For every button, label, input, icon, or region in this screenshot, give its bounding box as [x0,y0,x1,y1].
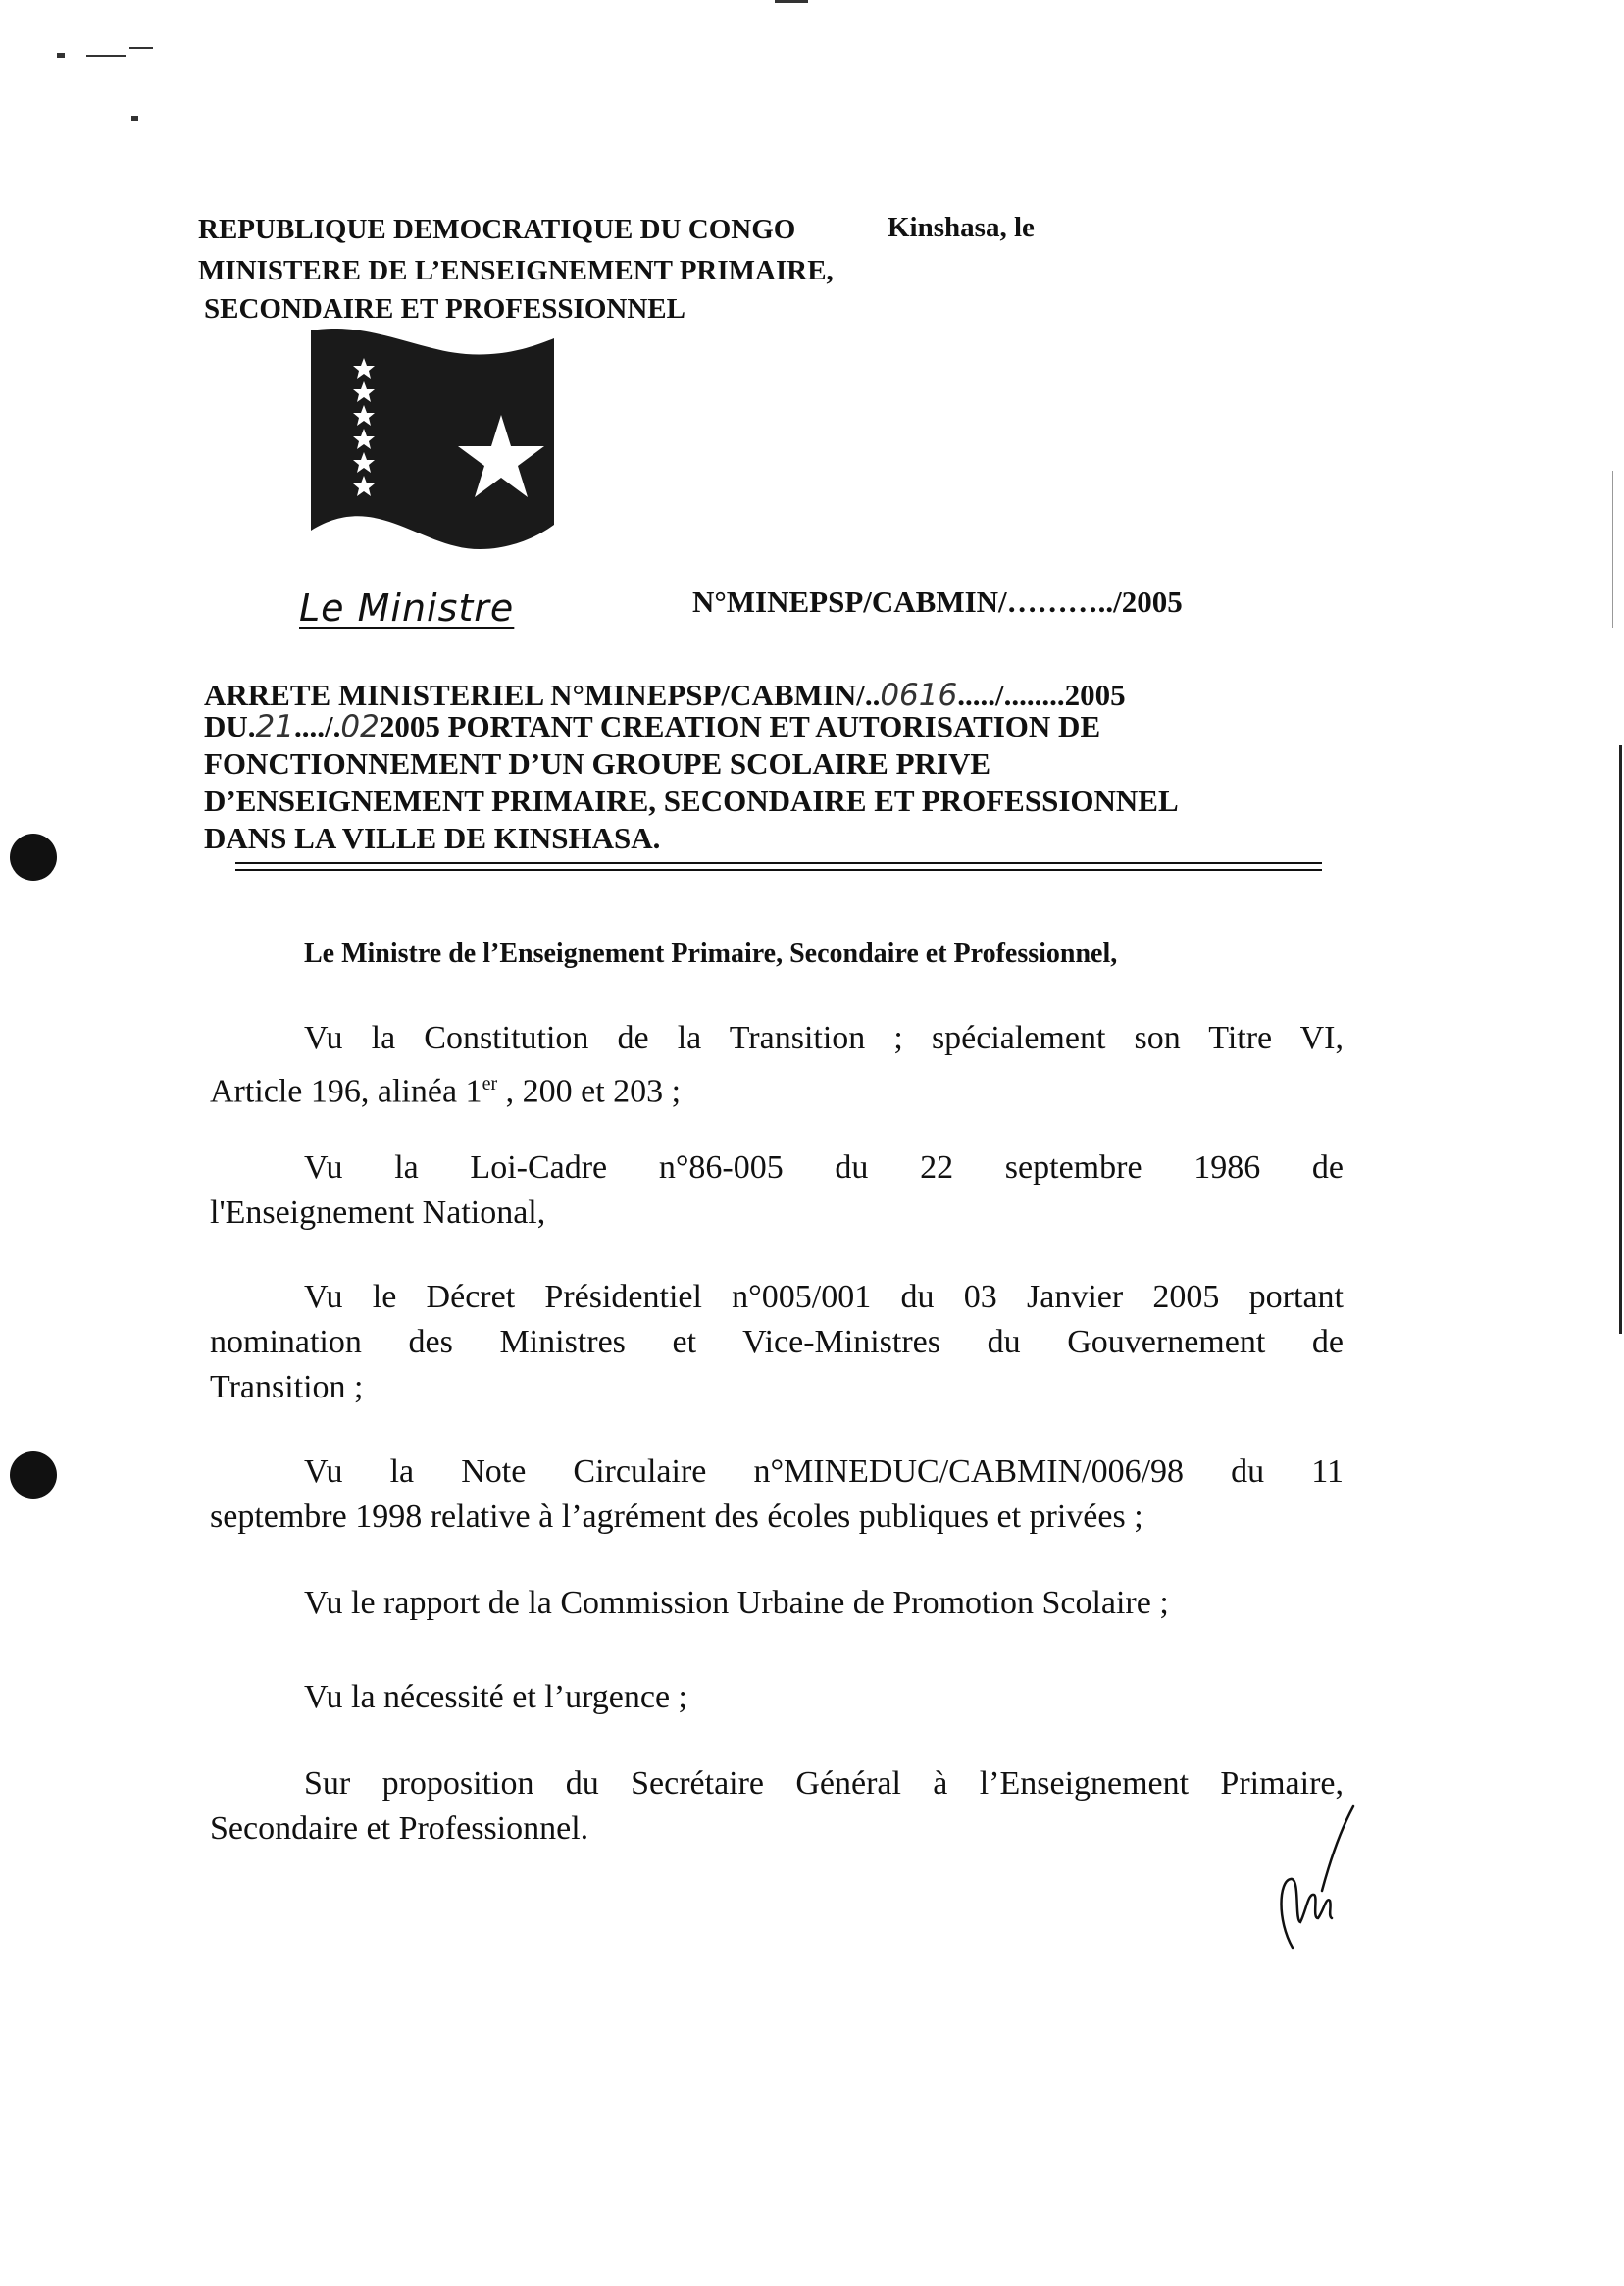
handwritten-month: 02 [340,709,380,744]
flag-emblem-icon [309,329,556,554]
preamble-line: l'Enseignement National, [210,1194,546,1231]
preamble-constitution [210,1016,1344,1114]
date-separator: ..../. [293,709,341,743]
margin-edge [1612,471,1613,628]
scan-speck [129,47,153,49]
preamble-decret [210,1275,1344,1410]
title-rule-bottom [235,869,1322,871]
header-ministry-cont: SECONDAIRE ET PROFESSIONNEL [204,293,685,325]
reference-number: N°MINEPSP/CABMIN/………../2005 [692,584,1183,619]
preamble-line: Vu la Loi-Cadre n°86-005 du 22 septembre 1986 de [304,1149,1344,1186]
decree-title-prefix: ARRETE MINISTERIEL N°MINEPSP/CABMIN/.. [204,678,881,712]
preamble-line: Vu la nécessité et l’urgence ; [304,1679,687,1715]
date-prefix: DU. [204,709,256,743]
handwritten-day: 21 [255,709,294,744]
preamble-necessite [210,1675,1344,1720]
date-suffix: 2005 PORTANT CREATION ET AUTORISATION DE [379,709,1101,743]
preamble-line: nomination des Ministres et Vice-Ministres du Gouvernement de [210,1324,1344,1360]
scan-speck [57,53,65,58]
scan-speck [86,55,126,57]
decree-title-suffix: ...../........2005 [957,678,1126,712]
preamble-line: Vu le rapport de la Commission Urbaine de Promotion Scolaire ; [304,1585,1169,1621]
handwritten-number: 0616 [880,678,958,713]
initials-signature-icon [1271,1803,1359,1950]
title-rule-top [235,862,1322,864]
le-ministre-label: Le Ministre [299,586,515,630]
decree-title-line3: FONCTIONNEMENT D’UN GROUPE SCOLAIRE PRIVE [204,746,991,781]
preamble-lead: Le Ministre de l’Enseignement Primaire, Secondaire et Professionnel, [304,939,1118,969]
decree-title-line4: D’ENSEIGNEMENT PRIMAIRE, SECONDAIRE ET PROFESSIONNEL [204,784,1179,818]
preamble-line: septembre 1998 relative à l’agrément des écoles publiques et privées ; [210,1499,1143,1535]
preamble-proposition [210,1761,1344,1852]
article-ref-cont: , 200 et 203 ; [497,1073,682,1110]
header-ministry: MINISTERE DE L’ENSEIGNEMENT PRIMAIRE, [198,255,834,286]
punch-hole [10,834,57,881]
header-country: REPUBLIQUE DEMOCRATIQUE DU CONGO [198,214,796,245]
preamble-loi-cadre [210,1145,1344,1236]
margin-edge [1619,745,1622,1334]
scan-speck [131,116,138,121]
decree-title-line5: DANS LA VILLE DE KINSHASA. [204,821,661,855]
preamble-line: Secondaire et Professionnel. [210,1810,589,1847]
scan-speck [775,0,808,3]
preamble-line: Vu la Note Circulaire n°MINEDUC/CABMIN/006/98 du 11 [304,1453,1344,1490]
preamble-line [210,1061,1344,1114]
preamble-line: Vu le Décret Présidentiel n°005/001 du 03 Janvier 2005 portant [304,1279,1344,1315]
article-ref: Article 196, alinéa 1 [210,1073,482,1110]
superscript-er: er [482,1073,498,1094]
preamble-line: Transition ; [210,1369,364,1405]
preamble-line: Sur proposition du Secrétaire Général à l’Enseignement Primaire, [304,1765,1344,1802]
header-place-date: Kinshasa, le [888,212,1035,243]
preamble-rapport [210,1581,1344,1626]
preamble-note-circulaire [210,1449,1344,1540]
punch-hole [10,1451,57,1499]
preamble-line: Vu la Constitution de la Transition ; spécialement son Titre VI, [304,1020,1344,1056]
decree-title-line2 [204,706,1100,747]
